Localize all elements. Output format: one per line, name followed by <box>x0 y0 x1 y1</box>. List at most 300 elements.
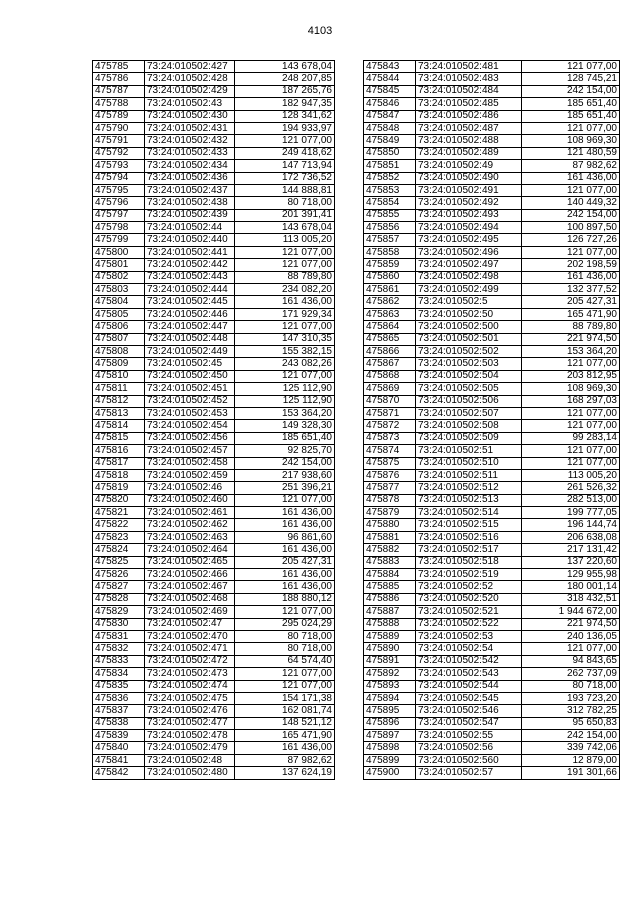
cadastral-value: 80 718,00 <box>235 197 335 209</box>
cadastral-value: 165 471,90 <box>235 730 335 742</box>
cadastral-value: 161 436,00 <box>235 544 335 556</box>
cadastral-value: 64 574,40 <box>235 655 335 667</box>
row-number: 475801 <box>93 259 145 271</box>
table-row <box>364 383 620 395</box>
cadastral-number: 73:24:010502:477 <box>145 717 235 729</box>
table-row <box>93 692 335 704</box>
cadastral-value: 128 745,21 <box>522 73 620 85</box>
cadastral-value: 242 154,00 <box>522 209 620 221</box>
row-number: 475858 <box>364 246 416 258</box>
table-row <box>93 147 335 159</box>
cadastral-number: 73:24:010502:513 <box>416 494 522 506</box>
table-row <box>93 494 335 506</box>
table-row <box>364 172 620 184</box>
table-row <box>93 110 335 122</box>
cadastral-value: 92 825,70 <box>235 445 335 457</box>
cadastral-value: 128 341,62 <box>235 110 335 122</box>
cadastral-value: 137 220,60 <box>522 556 620 568</box>
table-row <box>93 643 335 655</box>
table-row <box>364 519 620 531</box>
row-number: 475817 <box>93 457 145 469</box>
cadastral-number: 73:24:010502:514 <box>416 507 522 519</box>
cadastral-number: 73:24:010502:493 <box>416 209 522 221</box>
table-row <box>93 271 335 283</box>
cadastral-value: 242 154,00 <box>522 85 620 97</box>
cadastral-value: 95 650,83 <box>522 717 620 729</box>
cadastral-value: 121 077,00 <box>235 259 335 271</box>
row-number: 475789 <box>93 110 145 122</box>
table-row <box>93 705 335 717</box>
table-row <box>364 767 620 779</box>
table-row <box>364 308 620 320</box>
table-row <box>93 358 335 370</box>
cadastral-number: 73:24:010502:441 <box>145 246 235 258</box>
table-row <box>364 643 620 655</box>
cadastral-value: 147 310,35 <box>235 333 335 345</box>
cadastral-number: 73:24:010502:451 <box>145 383 235 395</box>
table-row <box>364 197 620 209</box>
cadastral-value: 121 077,00 <box>522 246 620 258</box>
row-number: 475866 <box>364 345 416 357</box>
table-row <box>93 606 335 618</box>
table-row <box>93 209 335 221</box>
table-row <box>364 730 620 742</box>
row-number: 475796 <box>93 197 145 209</box>
cadastral-number: 73:24:010502:445 <box>145 296 235 308</box>
cadastral-number: 73:24:010502:55 <box>416 730 522 742</box>
cadastral-number: 73:24:010502:522 <box>416 618 522 630</box>
table-row <box>93 61 335 73</box>
row-number: 475795 <box>93 184 145 196</box>
table-row <box>364 593 620 605</box>
table-row <box>364 110 620 122</box>
row-number: 475791 <box>93 135 145 147</box>
table-row <box>93 519 335 531</box>
cadastral-number: 73:24:010502:448 <box>145 333 235 345</box>
row-number: 475793 <box>93 160 145 172</box>
row-number: 475834 <box>93 668 145 680</box>
table-row <box>364 494 620 506</box>
table-row <box>93 556 335 568</box>
cadastral-number: 73:24:010502:484 <box>416 85 522 97</box>
table-row <box>364 184 620 196</box>
table-row <box>364 395 620 407</box>
table-row <box>364 432 620 444</box>
cadastral-number: 73:24:010502:45 <box>145 358 235 370</box>
table-row <box>93 98 335 110</box>
cadastral-value: 161 436,00 <box>235 507 335 519</box>
row-number: 475807 <box>93 333 145 345</box>
cadastral-value: 129 955,98 <box>522 569 620 581</box>
row-number: 475814 <box>93 420 145 432</box>
cadastral-number: 73:24:010502:503 <box>416 358 522 370</box>
row-number: 475787 <box>93 85 145 97</box>
cadastral-value: 108 969,30 <box>522 135 620 147</box>
row-number: 475881 <box>364 531 416 543</box>
cadastral-value: 121 077,00 <box>235 321 335 333</box>
row-number: 475878 <box>364 494 416 506</box>
row-number: 475843 <box>364 61 416 73</box>
cadastral-value: 249 418,62 <box>235 147 335 159</box>
cadastral-number: 73:24:010502:452 <box>145 395 235 407</box>
table-row <box>93 432 335 444</box>
cadastral-value: 171 929,34 <box>235 308 335 320</box>
row-number: 475862 <box>364 296 416 308</box>
table-row <box>93 370 335 382</box>
row-number: 475861 <box>364 284 416 296</box>
cadastral-value: 121 077,00 <box>235 246 335 258</box>
cadastral-value: 203 812,95 <box>522 370 620 382</box>
cadastral-number: 73:24:010502:462 <box>145 519 235 531</box>
cadastral-number: 73:24:010502:481 <box>416 61 522 73</box>
table-row <box>364 333 620 345</box>
cadastral-value: 121 077,00 <box>522 61 620 73</box>
row-number: 475841 <box>93 754 145 766</box>
cadastral-number: 73:24:010502:456 <box>145 432 235 444</box>
table-row <box>364 122 620 134</box>
cadastral-table-left <box>92 60 335 780</box>
cadastral-value: 201 391,41 <box>235 209 335 221</box>
table-row <box>364 209 620 221</box>
table-row <box>93 593 335 605</box>
cadastral-number: 73:24:010502:434 <box>145 160 235 172</box>
cadastral-number: 73:24:010502:472 <box>145 655 235 667</box>
row-number: 475840 <box>93 742 145 754</box>
cadastral-number: 73:24:010502:467 <box>145 581 235 593</box>
cadastral-value: 147 713,94 <box>235 160 335 172</box>
cadastral-number: 73:24:010502:502 <box>416 345 522 357</box>
cadastral-number: 73:24:010502:483 <box>416 73 522 85</box>
cadastral-value: 143 678,04 <box>235 61 335 73</box>
table-row <box>364 61 620 73</box>
table-row <box>364 420 620 432</box>
row-number: 475806 <box>93 321 145 333</box>
cadastral-number: 73:24:010502:44 <box>145 222 235 234</box>
row-number: 475803 <box>93 284 145 296</box>
row-number: 475850 <box>364 147 416 159</box>
cadastral-value: 121 077,00 <box>235 370 335 382</box>
row-number: 475870 <box>364 395 416 407</box>
table-row <box>364 73 620 85</box>
cadastral-value: 248 207,85 <box>235 73 335 85</box>
row-number: 475872 <box>364 420 416 432</box>
cadastral-number: 73:24:010502:465 <box>145 556 235 568</box>
row-number: 475893 <box>364 680 416 692</box>
cadastral-value: 217 131,42 <box>522 544 620 556</box>
row-number: 475820 <box>93 494 145 506</box>
cadastral-number: 73:24:010502:499 <box>416 284 522 296</box>
row-number: 475846 <box>364 98 416 110</box>
table-row <box>93 469 335 481</box>
cadastral-value: 193 723,20 <box>522 692 620 704</box>
row-number: 475811 <box>93 383 145 395</box>
cadastral-value: 121 077,00 <box>235 668 335 680</box>
row-number: 475821 <box>93 507 145 519</box>
cadastral-value: 205 427,31 <box>235 556 335 568</box>
cadastral-value: 161 436,00 <box>522 172 620 184</box>
row-number: 475797 <box>93 209 145 221</box>
row-number: 475816 <box>93 445 145 457</box>
cadastral-value: 205 427,31 <box>522 296 620 308</box>
cadastral-value: 202 198,59 <box>522 259 620 271</box>
row-number: 475867 <box>364 358 416 370</box>
cadastral-number: 73:24:010502:464 <box>145 544 235 556</box>
row-number: 475894 <box>364 692 416 704</box>
cadastral-value: 153 364,20 <box>522 345 620 357</box>
row-number: 475868 <box>364 370 416 382</box>
cadastral-value: 295 024,29 <box>235 618 335 630</box>
table-row <box>93 73 335 85</box>
cadastral-value: 121 077,00 <box>522 358 620 370</box>
cadastral-value: 161 436,00 <box>235 742 335 754</box>
table-row <box>364 222 620 234</box>
row-number: 475876 <box>364 469 416 481</box>
table-row <box>93 407 335 419</box>
row-number: 475823 <box>93 531 145 543</box>
row-number: 475822 <box>93 519 145 531</box>
cadastral-number: 73:24:010502:489 <box>416 147 522 159</box>
cadastral-number: 73:24:010502:431 <box>145 122 235 134</box>
table-row <box>364 618 620 630</box>
table-row <box>93 618 335 630</box>
cadastral-value: 132 377,52 <box>522 284 620 296</box>
cadastral-number: 73:24:010502:475 <box>145 692 235 704</box>
row-number: 475839 <box>93 730 145 742</box>
table-row <box>93 680 335 692</box>
cadastral-value: 113 005,20 <box>235 234 335 246</box>
cadastral-value: 261 526,32 <box>522 482 620 494</box>
cadastral-number: 73:24:010502:427 <box>145 61 235 73</box>
table-row <box>364 606 620 618</box>
cadastral-number: 73:24:010502:485 <box>416 98 522 110</box>
row-number: 475809 <box>93 358 145 370</box>
cadastral-value: 126 727,26 <box>522 234 620 246</box>
table-row <box>364 160 620 172</box>
table-row <box>93 395 335 407</box>
cadastral-value: 155 382,15 <box>235 345 335 357</box>
cadastral-number: 73:24:010502:471 <box>145 643 235 655</box>
table-row <box>364 271 620 283</box>
row-number: 475874 <box>364 445 416 457</box>
row-number: 475849 <box>364 135 416 147</box>
table-row <box>364 296 620 308</box>
cadastral-number: 73:24:010502:546 <box>416 705 522 717</box>
row-number: 475896 <box>364 717 416 729</box>
row-number: 475824 <box>93 544 145 556</box>
table-row <box>93 308 335 320</box>
table-row <box>93 122 335 134</box>
cadastral-value: 187 265,76 <box>235 85 335 97</box>
table-row <box>93 482 335 494</box>
cadastral-value: 240 136,05 <box>522 630 620 642</box>
cadastral-value: 121 077,00 <box>522 643 620 655</box>
cadastral-value: 234 082,20 <box>235 284 335 296</box>
table-row <box>364 556 620 568</box>
cadastral-value: 121 077,00 <box>522 122 620 134</box>
cadastral-number: 73:24:010502:496 <box>416 246 522 258</box>
row-number: 475838 <box>93 717 145 729</box>
cadastral-number: 73:24:010502:5 <box>416 296 522 308</box>
row-number: 475799 <box>93 234 145 246</box>
cadastral-value: 206 638,08 <box>522 531 620 543</box>
cadastral-number: 73:24:010502:450 <box>145 370 235 382</box>
cadastral-number: 73:24:010502:488 <box>416 135 522 147</box>
cadastral-number: 73:24:010502:437 <box>145 184 235 196</box>
cadastral-value: 182 947,35 <box>235 98 335 110</box>
table-row <box>364 655 620 667</box>
cadastral-value: 113 005,20 <box>522 469 620 481</box>
cadastral-number: 73:24:010502:497 <box>416 259 522 271</box>
cadastral-value: 162 081,74 <box>235 705 335 717</box>
row-number: 475863 <box>364 308 416 320</box>
cadastral-value: 185 651,40 <box>522 110 620 122</box>
cadastral-number: 73:24:010502:469 <box>145 606 235 618</box>
cadastral-number: 73:24:010502:463 <box>145 531 235 543</box>
table-row <box>364 246 620 258</box>
cadastral-number: 73:24:010502:490 <box>416 172 522 184</box>
cadastral-number: 73:24:010502:461 <box>145 507 235 519</box>
table-row <box>93 730 335 742</box>
row-number: 475856 <box>364 222 416 234</box>
row-number: 475826 <box>93 569 145 581</box>
row-number: 475786 <box>93 73 145 85</box>
cadastral-number: 73:24:010502:500 <box>416 321 522 333</box>
table-row <box>93 383 335 395</box>
table-row <box>93 457 335 469</box>
cadastral-value: 108 969,30 <box>522 383 620 395</box>
table-row <box>93 333 335 345</box>
cadastral-value: 100 897,50 <box>522 222 620 234</box>
cadastral-value: 88 789,80 <box>522 321 620 333</box>
cadastral-value: 262 737,09 <box>522 668 620 680</box>
table-row <box>93 259 335 271</box>
cadastral-number: 73:24:010502:458 <box>145 457 235 469</box>
cadastral-number: 73:24:010502:436 <box>145 172 235 184</box>
cadastral-value: 140 449,32 <box>522 197 620 209</box>
cadastral-value: 339 742,06 <box>522 742 620 754</box>
table-row <box>93 717 335 729</box>
row-number: 475827 <box>93 581 145 593</box>
cadastral-value: 121 077,00 <box>235 680 335 692</box>
table-row <box>364 147 620 159</box>
table-row <box>364 742 620 754</box>
cadastral-value: 161 436,00 <box>235 581 335 593</box>
cadastral-value: 87 982,62 <box>522 160 620 172</box>
cadastral-number: 73:24:010502:519 <box>416 569 522 581</box>
cadastral-number: 73:24:010502:52 <box>416 581 522 593</box>
cadastral-number: 73:24:010502:47 <box>145 618 235 630</box>
row-number: 475854 <box>364 197 416 209</box>
cadastral-number: 73:24:010502:466 <box>145 569 235 581</box>
cadastral-value: 149 328,30 <box>235 420 335 432</box>
row-number: 475853 <box>364 184 416 196</box>
cadastral-value: 154 171,38 <box>235 692 335 704</box>
cadastral-value: 168 297,03 <box>522 395 620 407</box>
table-row <box>93 160 335 172</box>
cadastral-number: 73:24:010502:473 <box>145 668 235 680</box>
cadastral-value: 242 154,00 <box>235 457 335 469</box>
cadastral-number: 73:24:010502:506 <box>416 395 522 407</box>
cadastral-number: 73:24:010502:543 <box>416 668 522 680</box>
table-row <box>93 222 335 234</box>
table-row <box>93 742 335 754</box>
cadastral-value: 148 521,12 <box>235 717 335 729</box>
row-number: 475882 <box>364 544 416 556</box>
table-row <box>364 457 620 469</box>
cadastral-number: 73:24:010502:444 <box>145 284 235 296</box>
page-number: 4103 <box>307 25 333 37</box>
cadastral-number: 73:24:010502:508 <box>416 420 522 432</box>
row-number: 475860 <box>364 271 416 283</box>
cadastral-number: 73:24:010502:509 <box>416 432 522 444</box>
cadastral-number: 73:24:010502:511 <box>416 469 522 481</box>
cadastral-value: 121 077,00 <box>522 184 620 196</box>
cadastral-number: 73:24:010502:51 <box>416 445 522 457</box>
row-number: 475883 <box>364 556 416 568</box>
table-row <box>93 197 335 209</box>
cadastral-number: 73:24:010502:443 <box>145 271 235 283</box>
cadastral-value: 125 112,90 <box>235 383 335 395</box>
cadastral-number: 73:24:010502:487 <box>416 122 522 134</box>
row-number: 475891 <box>364 655 416 667</box>
cadastral-number: 73:24:010502:480 <box>145 767 235 779</box>
cadastral-number: 73:24:010502:439 <box>145 209 235 221</box>
table-row <box>93 767 335 779</box>
row-number: 475828 <box>93 593 145 605</box>
row-number: 475818 <box>93 469 145 481</box>
cadastral-number: 73:24:010502:515 <box>416 519 522 531</box>
row-number: 475794 <box>93 172 145 184</box>
cadastral-value: 80 718,00 <box>235 630 335 642</box>
cadastral-value: 221 974,50 <box>522 333 620 345</box>
row-number: 475865 <box>364 333 416 345</box>
cadastral-number: 73:24:010502:438 <box>145 197 235 209</box>
cadastral-value: 194 933,97 <box>235 122 335 134</box>
cadastral-number: 73:24:010502:433 <box>145 147 235 159</box>
cadastral-value: 161 436,00 <box>522 271 620 283</box>
table-row <box>364 370 620 382</box>
row-number: 475855 <box>364 209 416 221</box>
cadastral-number: 73:24:010502:492 <box>416 197 522 209</box>
cadastral-value: 121 077,00 <box>235 135 335 147</box>
cadastral-number: 73:24:010502:516 <box>416 531 522 543</box>
cadastral-number: 73:24:010502:476 <box>145 705 235 717</box>
row-number: 475813 <box>93 407 145 419</box>
table-row <box>364 569 620 581</box>
cadastral-value: 121 480,59 <box>522 147 620 159</box>
row-number: 475900 <box>364 767 416 779</box>
row-number: 475790 <box>93 122 145 134</box>
table-row <box>93 581 335 593</box>
row-number: 475877 <box>364 482 416 494</box>
cadastral-number: 73:24:010502:479 <box>145 742 235 754</box>
table-row <box>93 655 335 667</box>
cadastral-value: 282 513,00 <box>522 494 620 506</box>
row-number: 475873 <box>364 432 416 444</box>
row-number: 475875 <box>364 457 416 469</box>
table-row <box>93 420 335 432</box>
cadastral-number: 73:24:010502:446 <box>145 308 235 320</box>
table-row <box>364 135 620 147</box>
cadastral-number: 73:24:010502:495 <box>416 234 522 246</box>
cadastral-value: 243 082,26 <box>235 358 335 370</box>
row-number: 475836 <box>93 692 145 704</box>
row-number: 475810 <box>93 370 145 382</box>
cadastral-value: 199 777,05 <box>522 507 620 519</box>
cadastral-value: 137 624,19 <box>235 767 335 779</box>
row-number: 475837 <box>93 705 145 717</box>
cadastral-value: 144 888,81 <box>235 184 335 196</box>
